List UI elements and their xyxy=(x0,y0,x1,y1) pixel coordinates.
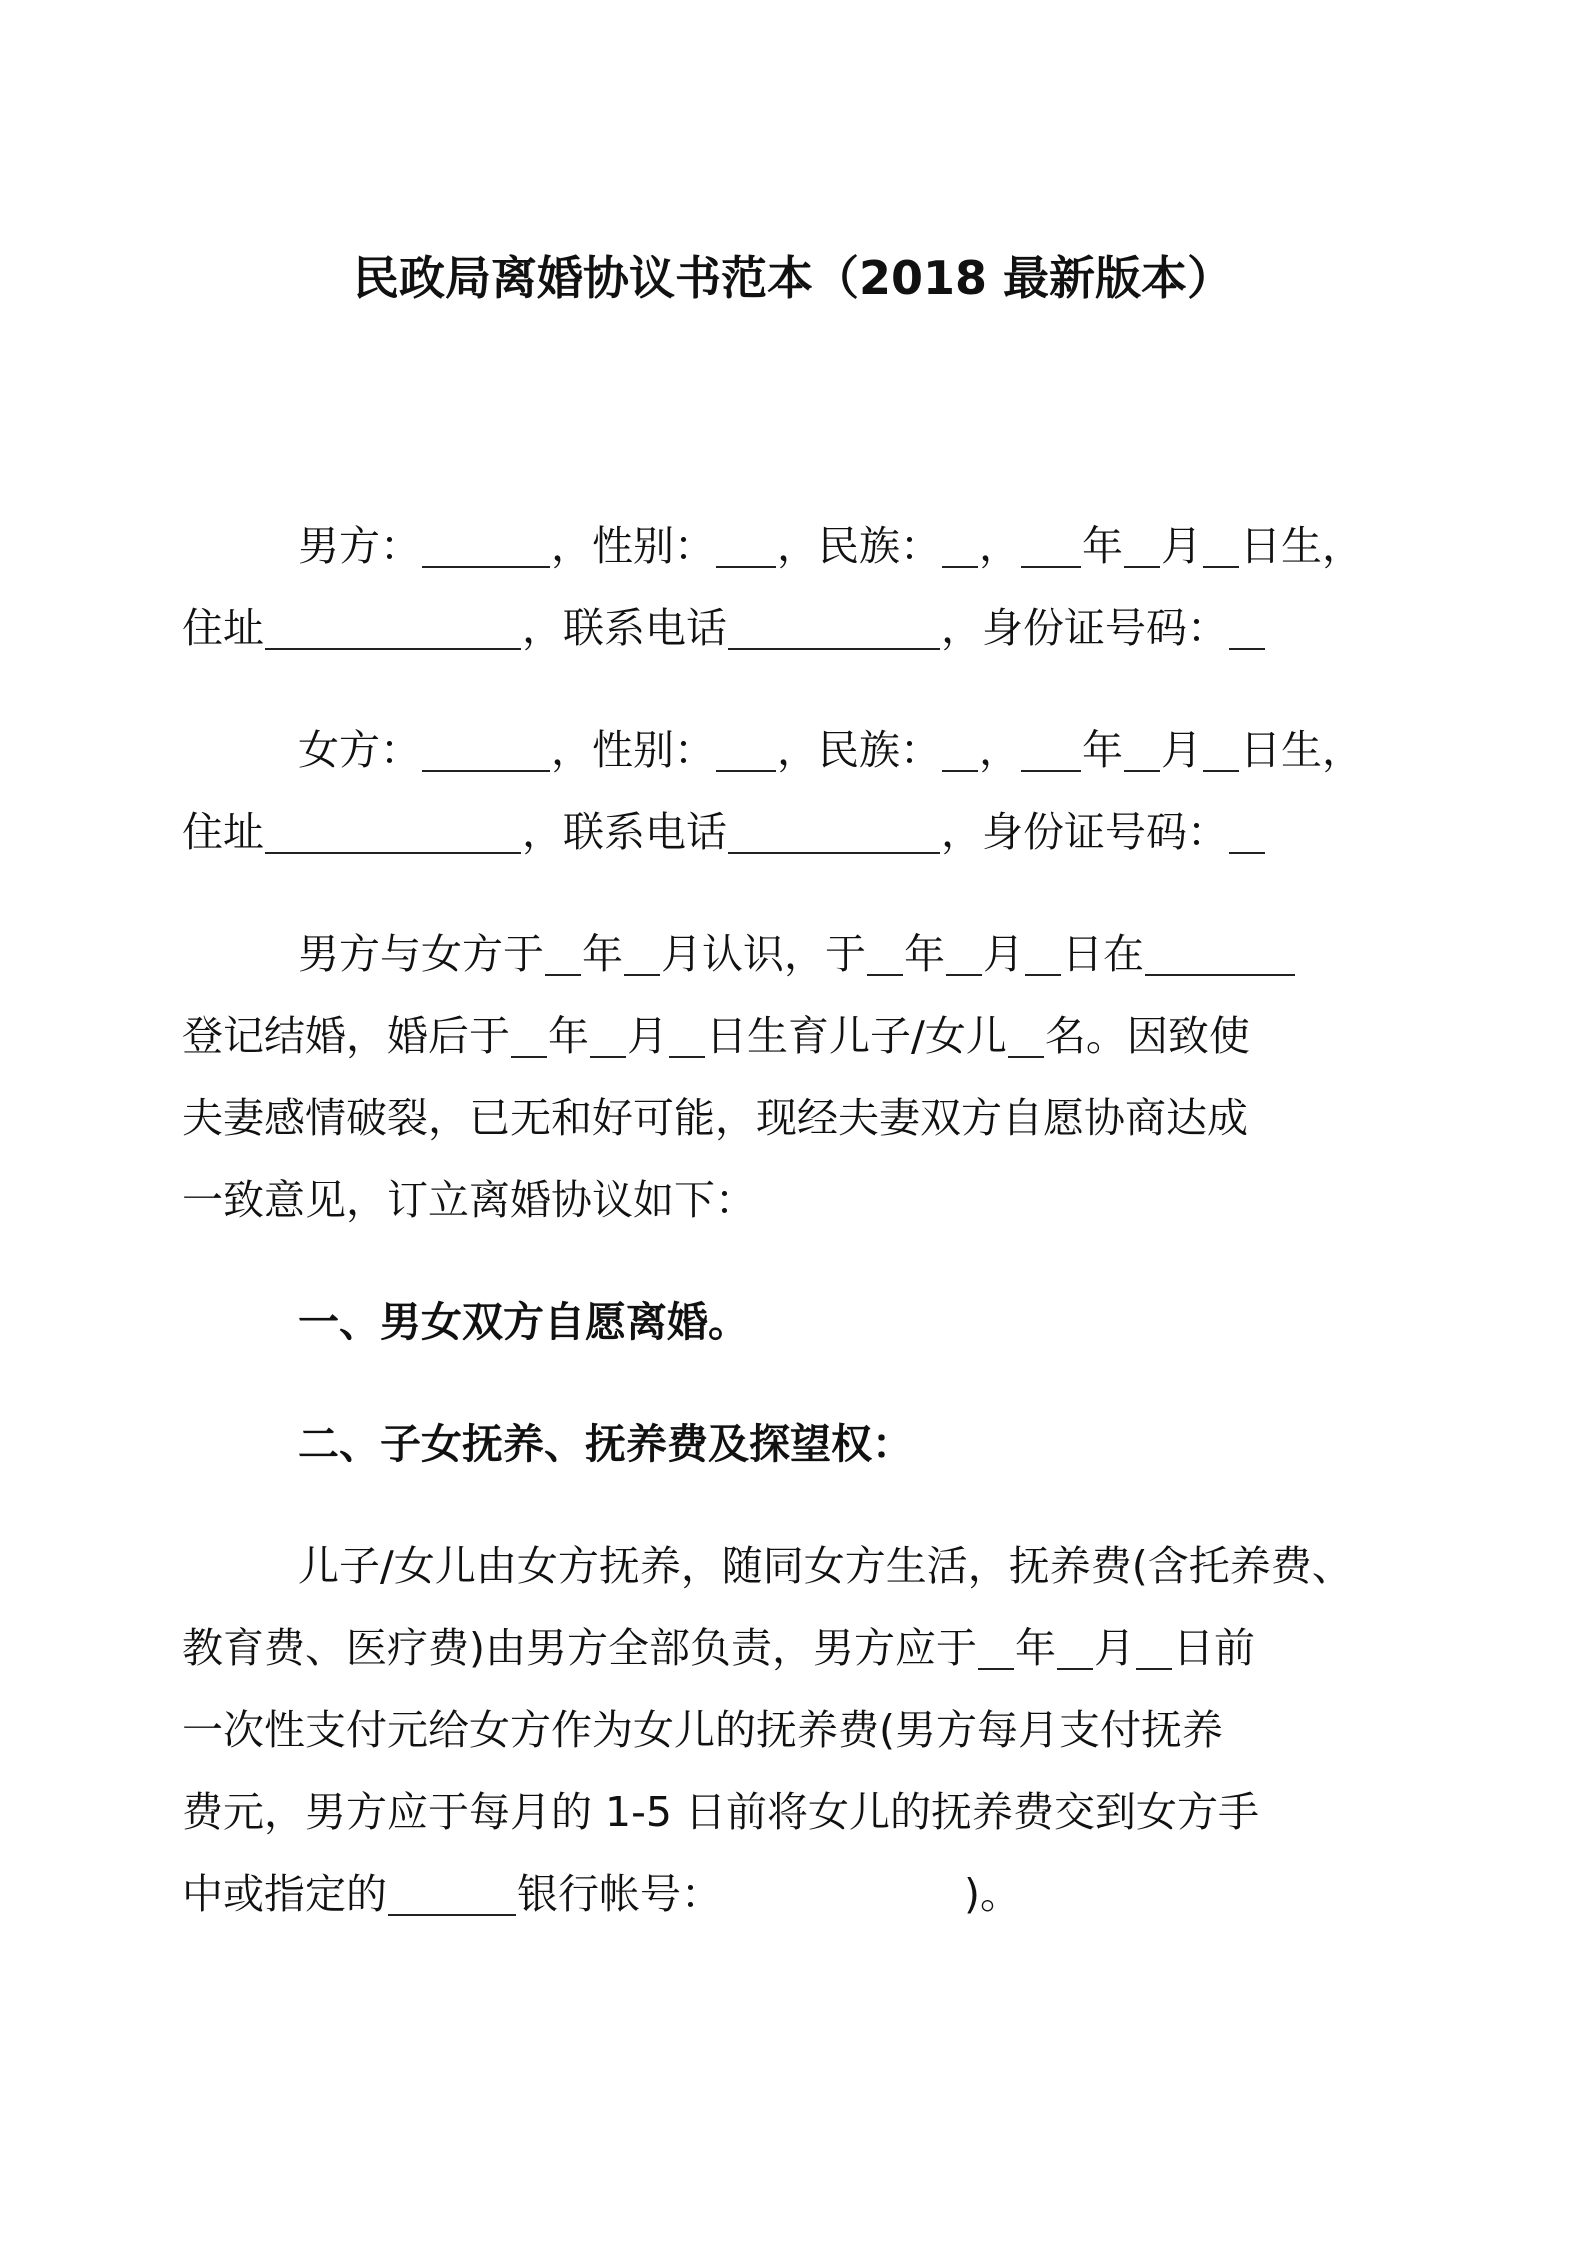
female-year-label: 年 xyxy=(1082,726,1123,774)
female-ethnicity-blank xyxy=(942,728,978,772)
payment-before-label: 日前 xyxy=(1173,1624,1255,1672)
custody-line-4: 费元，男方应于每月的 1-5 日前将女儿的抚养费交到女方手 xyxy=(182,1788,1260,1836)
registered-label: 登记结婚，婚后于 xyxy=(182,1012,510,1060)
wed-month-blank xyxy=(946,932,982,976)
custody-line-5-text: 中或指定的 xyxy=(182,1870,387,1918)
marriage-paragraph xyxy=(182,913,1352,1241)
marriage-line-4: 一致意见，订立离婚协议如下： xyxy=(182,1176,756,1224)
male-birth-year-blank xyxy=(1021,524,1081,568)
female-phone-blank xyxy=(728,810,940,854)
custody-line-2-text: 教育费、医疗费)由男方全部负责，男方应于 xyxy=(182,1624,977,1672)
custody-line-3: 一次性支付元给女方作为女儿的抚养费(男方每月支付抚养 xyxy=(182,1706,1223,1754)
met-year-blank xyxy=(545,932,581,976)
bank-account-space xyxy=(723,1874,963,1916)
male-phone-blank xyxy=(728,606,940,650)
bank-account-label: 银行帐号： xyxy=(517,1870,722,1918)
female-address-label: 住址 xyxy=(182,808,264,856)
male-birth-day-blank xyxy=(1203,524,1239,568)
birth-month-blank xyxy=(590,1014,626,1058)
wed-place-blank xyxy=(1145,932,1295,976)
marriage-intro: 男方与女方于 xyxy=(298,930,544,978)
birth-label: 日生育儿子/女儿 xyxy=(706,1012,1007,1060)
female-line-1 xyxy=(298,726,1363,774)
birth-day-blank xyxy=(669,1014,705,1058)
male-born-label: 日生， xyxy=(1240,522,1363,570)
male-gender-blank xyxy=(716,524,776,568)
female-phone-label: ，联系电话 xyxy=(522,808,727,856)
male-birth-month-blank xyxy=(1124,524,1160,568)
male-comma: ， xyxy=(979,522,1020,570)
met-label: 月认识，于 xyxy=(661,930,866,978)
female-address-blank xyxy=(265,810,521,854)
marriage-line-3: 夫妻感情破裂，已无和好可能，现经夫妻双方自愿协商达成 xyxy=(182,1094,1248,1142)
wed-year-label: 年 xyxy=(904,930,945,978)
birth-year-blank xyxy=(511,1014,547,1058)
male-ethnicity-blank xyxy=(942,524,978,568)
clause-2: 二、子女抚养、抚养费及探望权： xyxy=(298,1420,913,1468)
met-month-blank xyxy=(624,932,660,976)
male-gender-label: ，性别： xyxy=(551,522,715,570)
male-phone-label: ，联系电话 xyxy=(522,604,727,652)
marriage-line-2 xyxy=(182,1012,1250,1060)
male-party-paragraph xyxy=(182,505,1363,669)
wed-day-blank xyxy=(1025,932,1061,976)
female-gender-label: ，性别： xyxy=(551,726,715,774)
custody-line-5 xyxy=(182,1870,1021,1918)
marriage-line-1 xyxy=(298,930,1296,978)
male-label: 男方： xyxy=(298,522,421,570)
male-address-label: 住址 xyxy=(182,604,264,652)
female-line-2 xyxy=(182,808,1266,856)
female-month-label: 月 xyxy=(1161,726,1202,774)
male-year-label: 年 xyxy=(1082,522,1123,570)
payment-day-blank xyxy=(1136,1626,1172,1670)
female-birth-month-blank xyxy=(1124,728,1160,772)
female-birth-year-blank xyxy=(1021,728,1081,772)
child-count-label: 名。因致使 xyxy=(1044,1012,1250,1060)
wed-place-label: 日在 xyxy=(1062,930,1144,978)
female-birth-day-blank xyxy=(1203,728,1239,772)
male-id-label: ，身份证号码： xyxy=(941,604,1228,652)
female-party-paragraph xyxy=(182,709,1363,873)
female-gender-blank xyxy=(716,728,776,772)
document-title: 民政局离婚协议书范本（2018 最新版本） xyxy=(352,251,1234,305)
child-count-blank xyxy=(1008,1014,1044,1058)
male-id-blank xyxy=(1229,606,1265,650)
bank-name-blank xyxy=(388,1872,516,1916)
custody-line-2 xyxy=(182,1624,1255,1672)
payment-year-label: 年 xyxy=(1015,1624,1056,1672)
payment-month-label: 月 xyxy=(1094,1624,1135,1672)
female-label: 女方： xyxy=(298,726,421,774)
clause-1: 一、男女双方自愿离婚。 xyxy=(298,1298,749,1346)
birth-month-label: 月 xyxy=(627,1012,668,1060)
met-year-label: 年 xyxy=(582,930,623,978)
male-month-label: 月 xyxy=(1161,522,1202,570)
male-line-1 xyxy=(298,522,1363,570)
custody-paragraph xyxy=(182,1525,1353,1935)
female-comma: ， xyxy=(979,726,1020,774)
male-name-blank xyxy=(422,524,550,568)
female-ethnicity-label: ，民族： xyxy=(777,726,941,774)
male-ethnicity-label: ，民族： xyxy=(777,522,941,570)
payment-month-blank xyxy=(1057,1626,1093,1670)
custody-line-1: 儿子/女儿由女方抚养，随同女方生活，抚养费(含托养费、 xyxy=(298,1542,1353,1590)
female-born-label: 日生， xyxy=(1240,726,1363,774)
male-address-blank xyxy=(265,606,521,650)
document-body xyxy=(182,505,1363,1975)
female-id-label: ，身份证号码： xyxy=(941,808,1228,856)
female-name-blank xyxy=(422,728,550,772)
male-line-2 xyxy=(182,604,1266,652)
birth-year-label: 年 xyxy=(548,1012,589,1060)
payment-year-blank xyxy=(978,1626,1014,1670)
wed-year-blank xyxy=(867,932,903,976)
wed-month-label: 月 xyxy=(983,930,1024,978)
custody-close: )。 xyxy=(964,1870,1021,1918)
female-id-blank xyxy=(1229,810,1265,854)
